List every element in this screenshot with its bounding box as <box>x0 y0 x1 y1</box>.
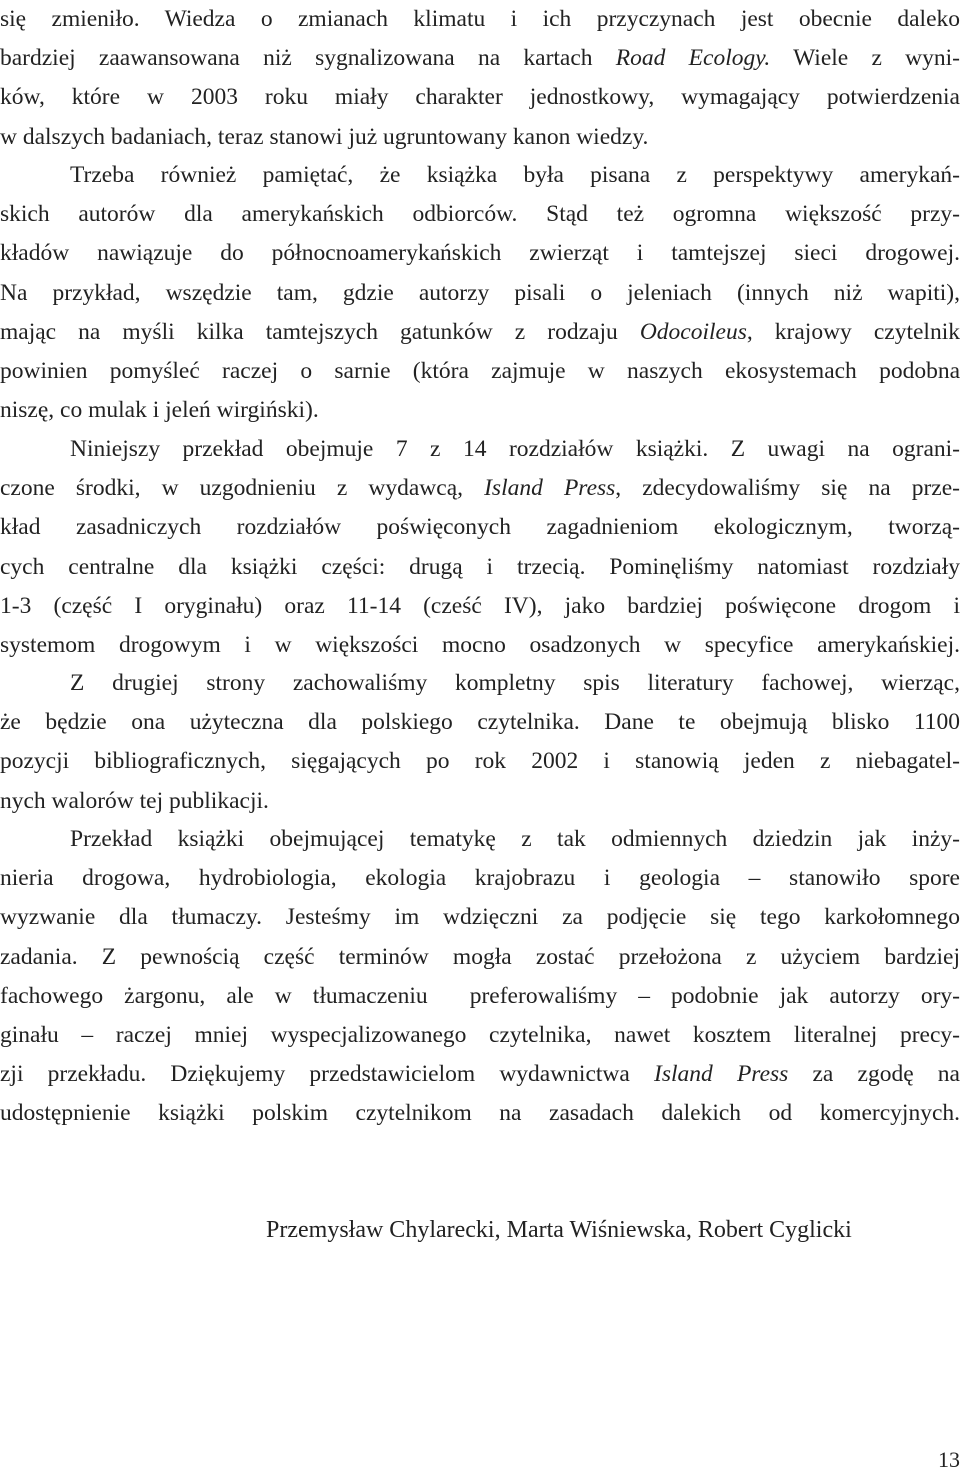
text-line <box>0 626 960 665</box>
text-line <box>70 156 960 195</box>
text-segment: zji przekładu. Dziękujemy przedstawicielom wydawnictwa <box>0 1061 655 1088</box>
text-segment: powinien pomyśleć raczej o sarnie (która zajmuje w naszych ekosystemach podobna <box>0 358 960 384</box>
text-segment: systemom drogowym i w większości mocno osadzonych w specyfice amerykańskiej. <box>0 632 960 658</box>
text-line <box>0 977 960 1016</box>
text-line <box>0 742 960 781</box>
text-line <box>0 39 960 78</box>
text-segment: pozycji bibliograficznych, sięgających po rok 2002 i stanowią jeden z niebagatel- <box>0 748 960 775</box>
text-line <box>0 234 960 273</box>
text-line <box>0 0 960 39</box>
italic-title: Island Press <box>484 475 616 502</box>
text-line <box>0 859 960 898</box>
text-line <box>0 548 960 587</box>
text-segment: kład zasadniczych rozdziałów poświęconych zagadnieniom ekologicznym, tworzą- <box>0 514 960 541</box>
text-segment: Na przykład, wszędzie tam, gdzie autorzy pisali o jeleniach (innych niż wapiti), <box>0 279 960 306</box>
translators-signature: Przemysław Chylarecki, Marta Wiśniewska, Robert Cyglicki <box>266 1217 852 1243</box>
text-line <box>0 195 960 234</box>
text-segment: ginału – raczej mniej wyspecjalizowanego czytelnika, nawet kosztem literalnej precy- <box>0 1022 960 1048</box>
page-number: 13 <box>938 1447 960 1472</box>
text-line <box>0 352 960 391</box>
text-segment: za zgodę na <box>788 1061 960 1088</box>
text-line <box>0 469 960 508</box>
text-segment: 1-3 (część I oryginału) oraz 11-14 (cześć IV), jako bardziej poświęcone drogom i <box>0 592 960 619</box>
text-segment: kładów nawiązuje do północnoamerykańskich zwierząt i tamtejszej sieci drogowej. <box>0 240 960 267</box>
text-segment: Niniejszy przekład obejmuje 7 z 14 rozdziałów książki. Z uwagi na ograni- <box>70 436 960 462</box>
text-line <box>0 274 960 313</box>
text-segment: udostępnienie książki polskim czytelnikom na zasadach dalekich od komercyjnych. <box>0 1100 960 1127</box>
text-segment: skich autorów dla amerykańskich odbiorców. Stąd też ogromna większość przy- <box>0 201 960 228</box>
text-line <box>0 1055 960 1094</box>
text-segment: wyzwanie dla tłumaczy. Jesteśmy im wdzięczni za podjęcie się tego karkołomnego <box>0 904 960 931</box>
text-segment: fachowego żargonu, ale w tłumaczeniu preferowaliśmy – podobnie jak autorzy ory- <box>0 982 960 1009</box>
text-line <box>0 898 960 937</box>
text-line <box>0 391 960 430</box>
text-segment: nieria drogowa, hydrobiologia, ekologia krajobrazu i geologia – stanowiło spore <box>0 865 960 892</box>
italic-title: Island Press <box>654 1061 789 1088</box>
text-segment: że będzie ona użyteczna dla polskiego czytelnika. Dane te obejmują blisko 1100 <box>0 709 960 736</box>
text-segment: , krajowy czytelnik <box>746 318 960 345</box>
text-line <box>0 938 960 977</box>
text-line <box>0 703 960 742</box>
text-line <box>0 78 960 117</box>
text-segment: ków, które w 2003 roku miały charakter jednostkowy, wymagający potwierdzenia <box>0 84 960 111</box>
text-segment: niszę, co mulak i jeleń wirgiński). <box>0 397 319 424</box>
text-segment: Z drugiej strony zachowaliśmy kompletny spis literatury fachowej, wierząc, <box>70 670 960 696</box>
text-line <box>70 430 960 469</box>
text-line <box>0 118 960 157</box>
text-line <box>0 313 960 352</box>
text-line <box>70 664 960 703</box>
italic-title: Odocoileus <box>639 318 747 345</box>
text-line <box>0 508 960 547</box>
italic-title: Road Ecology. <box>615 45 771 72</box>
text-line <box>0 1016 960 1055</box>
text-segment: zadania. Z pewnością część terminów mogła zostać przełożona z użyciem bardziej <box>0 943 960 970</box>
text-segment: Trzeba również pamiętać, że książka była pisana z perspektywy amerykań- <box>70 162 960 188</box>
text-segment: cych centralne dla książki części: drugą i trzecią. Pominęliśmy natomiast rozdziały <box>0 553 960 580</box>
text-segment: mając na myśli kilka tamtejszych gatunków z rodzaju <box>0 318 640 345</box>
text-segment: Przekład książki obejmującej tematykę z tak odmiennych dziedzin jak inży- <box>70 826 960 852</box>
text-segment: w dalszych badaniach, teraz stanowi już ugruntowany kanon wiedzy. <box>0 123 649 150</box>
text-segment: , zdecydowaliśmy się na prze- <box>615 475 960 502</box>
text-segment: czone środki, w uzgodnieniu z wydawcą, <box>0 475 485 502</box>
text-segment: się zmieniło. Wiedza o zmianach klimatu i ich przyczynach jest obecnie daleko <box>0 6 960 32</box>
text-line <box>0 1094 960 1133</box>
text-line <box>0 587 960 626</box>
text-line <box>70 820 960 859</box>
text-line <box>0 782 960 821</box>
text-segment: nych walorów tej publikacji. <box>0 787 269 814</box>
text-segment: Wiele z wyni- <box>770 45 960 72</box>
text-segment: bardziej zaawansowana niż sygnalizowana na kartach <box>0 45 616 72</box>
